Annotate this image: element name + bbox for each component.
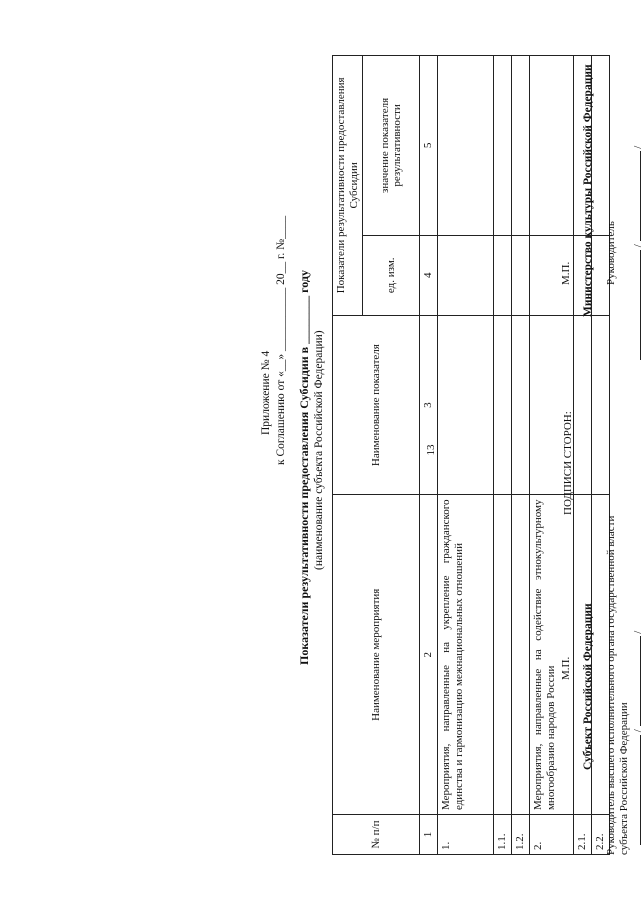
document-subtitle: (наименование субъекта Российской Федерации) [313, 330, 325, 570]
right-signature-line [632, 146, 644, 360]
appendix-number: Приложение № 4 [260, 350, 272, 435]
header-results-group: Показатели результативности предоставления Субсидии [333, 56, 363, 316]
table-row [511, 56, 529, 855]
row-event: Мероприятия, направленные на содействие этнокультурному многообразию народов России [529, 495, 573, 815]
row-num: 1.1. [493, 815, 511, 855]
left-signature-line [632, 631, 644, 845]
left-party: Субъект Российской Федерации [582, 603, 594, 770]
header-event: Наименование мероприятия [333, 495, 420, 815]
row-num: 1.2. [511, 815, 529, 855]
row-num: 1. [437, 815, 493, 855]
page-number: 13 [425, 444, 437, 456]
row-event [511, 495, 529, 815]
row-event [493, 495, 511, 815]
table-row [493, 56, 511, 855]
right-slash-end: / [632, 145, 644, 149]
col-number-4: 4 [420, 235, 438, 315]
right-stamp-label: М.П. [560, 261, 572, 285]
header-num: № п/п [333, 815, 420, 855]
left-slash-end: / [632, 630, 644, 634]
row-num: 2.2. [591, 815, 609, 855]
header-indicator: Наименование показателя [333, 315, 420, 495]
right-party: Министерство культуры Российской Федерации [582, 64, 594, 317]
appendix-agreement: к Соглашению от «__» ___________ 20__ г. №____ [275, 215, 287, 465]
table-row [437, 56, 493, 855]
row-num: 2.1. [573, 815, 591, 855]
left-slash: / [632, 729, 644, 733]
signatures-heading: ПОДПИСИ СТОРОН: [562, 411, 574, 515]
col-number-2: 2 [420, 495, 438, 815]
row-num: 2. [529, 815, 573, 855]
col-number-3: 3 [420, 315, 438, 495]
document-title: Показатели результативности предоставления Субсидии в ________ году [297, 269, 311, 665]
col-number-1: 1 [420, 815, 438, 855]
left-signer-role: Руководитель высшего исполнительного органа государственной власти субъекта Российской Федерации [605, 515, 631, 855]
right-slash: / [632, 244, 644, 248]
header-value: значение показателя результативности [363, 56, 420, 236]
header-unit: ед. изм. [363, 235, 420, 315]
col-number-5: 5 [420, 56, 438, 236]
right-signer-role: Руководитель [605, 221, 617, 285]
row-event: Мероприятия, направленные на укрепление гражданского единства и гармонизацию межнациональных отношений [437, 495, 493, 815]
